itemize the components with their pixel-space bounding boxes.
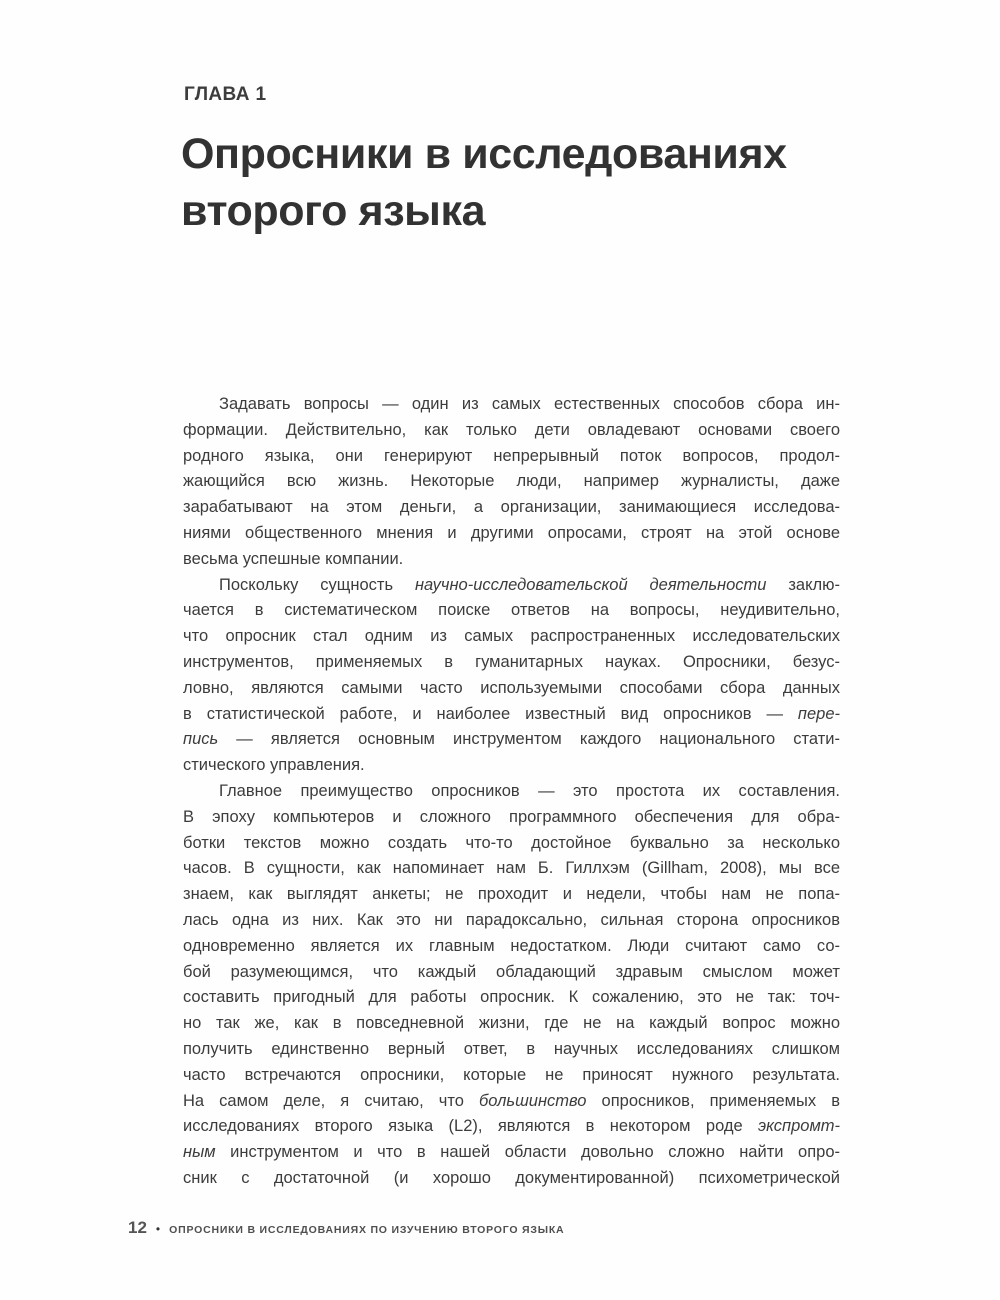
text-run: что опросник стал одним из самых распространенных исследовательских <box>183 627 840 646</box>
text-run: Задавать вопросы — один из самых естественных способов сбора ин- <box>219 395 840 413</box>
text-line <box>183 547 840 573</box>
text-line <box>183 1089 840 1115</box>
text-line <box>183 676 840 702</box>
text-line <box>183 1011 840 1037</box>
text-line <box>183 985 840 1011</box>
text-run: опросников, применяемых в <box>586 1091 840 1110</box>
text-run: инструментом и что в нашей области довольно сложно найти опро- <box>215 1143 840 1162</box>
text-run: На самом деле, я считаю, что <box>183 1091 480 1110</box>
text-run: весьма успешные компании. <box>183 549 404 568</box>
running-title: ОПРОСНИКИ В ИССЛЕДОВАНИЯХ ПО ИЗУЧЕНИЮ ВТОРОГО ЯЗЫКА <box>169 1224 565 1236</box>
text-run: получить единственно верный ответ, в научных исследованиях слишком <box>183 1039 840 1058</box>
text-line <box>183 624 840 650</box>
text-line <box>183 856 840 882</box>
text-run: Поскольку сущность <box>219 575 415 594</box>
text-run: чается в систематическом поиске ответов на вопросы, неудивительно, <box>183 601 840 620</box>
text-run: часов. В сущности, как напоминает нам Б. Гиллхэм (Gillham, 2008), мы все <box>183 859 840 878</box>
text-line <box>183 1063 840 1089</box>
text-run: стического управления. <box>183 756 365 775</box>
text-run: ниями общественного мнения и другими опросами, строят на этой основе <box>183 523 840 542</box>
text-run: зарабатывают на этом деньги, а организации, занимающиеся исследова- <box>183 498 840 517</box>
text-line <box>183 573 840 599</box>
text-run: часто встречаются опросники, которые не приносят нужного результата. <box>183 1065 840 1084</box>
page-number: 12 <box>128 1218 147 1237</box>
text-line <box>183 960 840 986</box>
italic-text-run: экспромт- <box>758 1117 840 1136</box>
text-line <box>183 521 840 547</box>
italic-text-run: большинство <box>479 1091 587 1110</box>
page-footer <box>128 1218 564 1238</box>
text-line <box>183 727 840 753</box>
text-line <box>183 1037 840 1063</box>
text-run: сник с достаточной (и хорошо документированной) психометрической <box>183 1168 840 1187</box>
text-line <box>183 779 840 805</box>
text-run: исследованиях второго языка (L2), являются в некотором роде <box>183 1117 759 1136</box>
text-run: ловно, являются самыми часто используемыми способами сбора данных <box>183 678 840 697</box>
text-run: в статистической работе, и наиболее известный вид опросников — <box>183 704 798 723</box>
text-line <box>183 495 840 521</box>
text-line <box>183 753 840 779</box>
text-line <box>183 444 840 470</box>
text-line <box>183 598 840 624</box>
text-run: одновременно является их главным недостатком. Люди считают само со- <box>183 936 840 955</box>
text-line <box>183 418 840 444</box>
body-text <box>183 392 840 1192</box>
text-run: составить пригодный для работы опросник. К сожалению, это не так: точ- <box>183 988 840 1007</box>
text-run: ботки текстов можно создать что-то достойное буквально за несколько <box>183 833 840 852</box>
text-run: формации. Действительно, как только дети овладевают основами своего <box>183 420 840 439</box>
chapter-title <box>181 126 787 240</box>
text-run: но так же, как в повседневной жизни, где не на каждый вопрос можно <box>183 1014 840 1033</box>
text-run: заклю- <box>766 575 840 594</box>
paragraph <box>183 573 840 779</box>
text-run: лась одна из них. Как это ни парадоксально, сильная сторона опросников <box>183 910 840 929</box>
text-line <box>183 1166 840 1192</box>
text-line <box>183 882 840 908</box>
text-run: инструментов, применяемых в гуманитарных науках. Опросники, безус- <box>183 652 840 671</box>
text-line <box>183 934 840 960</box>
text-line <box>183 805 840 831</box>
text-line <box>183 1114 840 1140</box>
text-line <box>183 469 840 495</box>
text-run: В эпоху компьютеров и сложного программного обеспечения для обра- <box>183 807 840 826</box>
text-run: бой разумеющимся, что каждый обладающий здравым смыслом может <box>183 962 840 981</box>
text-line <box>183 831 840 857</box>
footer-bullet-separator: • <box>155 1222 161 1236</box>
paragraph <box>183 779 840 1192</box>
italic-text-run: пись <box>183 730 219 749</box>
text-run: знаем, как выглядят анкеты; не проходит и недели, чтобы нам не попа- <box>183 885 840 904</box>
text-line <box>183 650 840 676</box>
chapter-title-line: второго языка <box>181 187 486 235</box>
text-run: Главное преимущество опросников — это простота их составления. <box>219 781 840 800</box>
chapter-title-line: Опросники в исследованиях <box>181 130 787 178</box>
text-run: жающийся всю жизнь. Некоторые люди, например журналисты, даже <box>183 472 840 491</box>
paragraph <box>183 392 840 573</box>
chapter-label: ГЛАВА 1 <box>184 84 267 105</box>
text-line <box>183 1140 840 1166</box>
text-line <box>183 908 840 934</box>
italic-text-run: пере- <box>797 704 840 723</box>
text-run: — является основным инструментом каждого национального стати- <box>218 730 840 749</box>
text-line <box>183 702 840 728</box>
text-line <box>183 392 840 418</box>
text-run: родного языка, они генерируют непрерывный поток вопросов, продол- <box>183 446 840 465</box>
italic-text-run: ным <box>183 1143 216 1162</box>
italic-text-run: научно-исследовательской деятельности <box>414 575 767 594</box>
